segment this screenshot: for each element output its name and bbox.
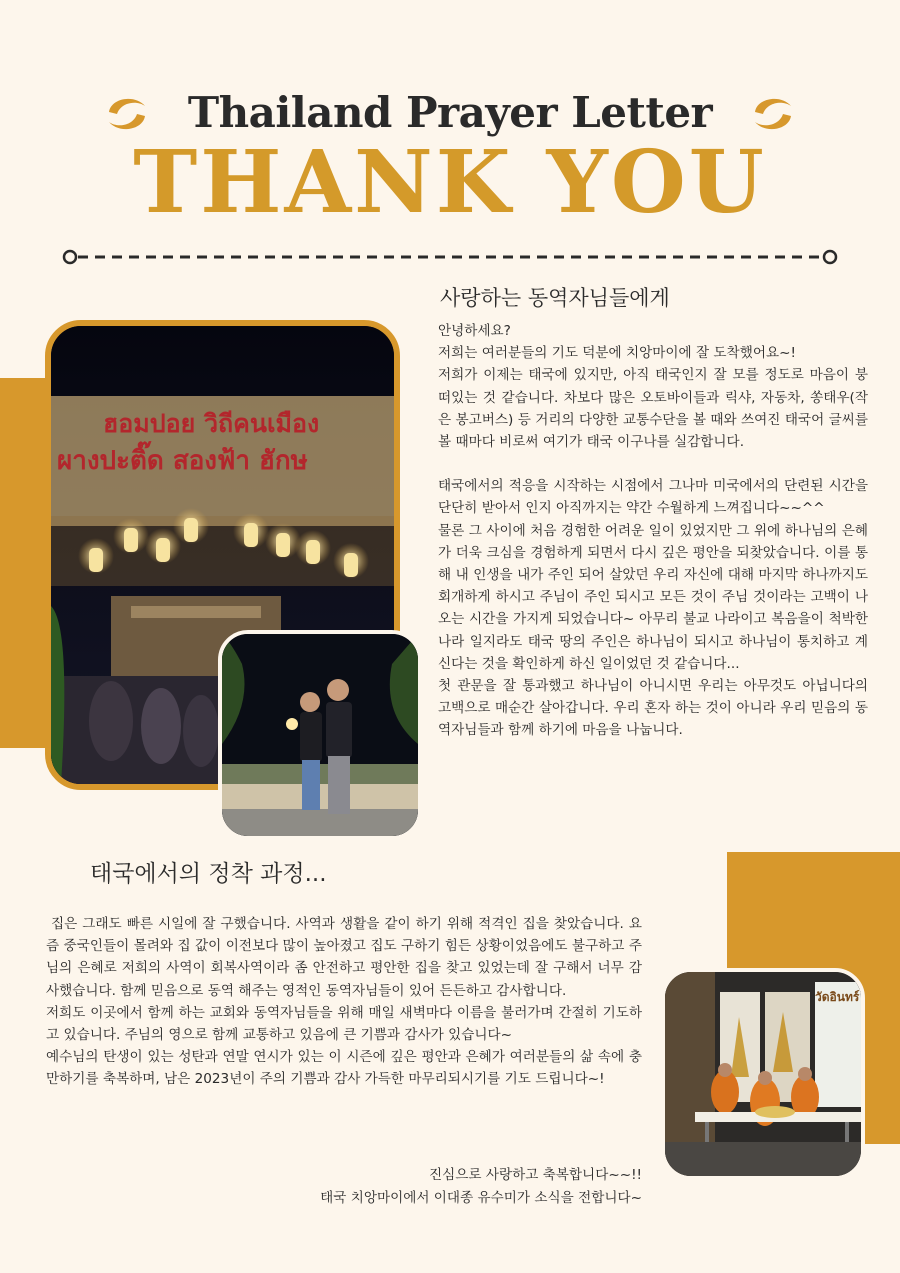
couple-photo: [218, 630, 422, 840]
paragraph: 안녕하세요?: [438, 323, 511, 339]
temple-monks-photo: [661, 968, 865, 1180]
paragraph: 집은 그래도 빠른 시일에 잘 구했습니다. 사역과 생활을 같이 하기 위해 적격인 집을 찾았습니다. 요즘 중국인들이 몰려와 집 값이 이전보다 많이 높아졌고 집도 구하기 힘든 상황이었음에도 불구하고 주님의 은혜로 저희의 사역이 회복사역이라 좀 안전하고 평안한 집을 찾고 있었는데 잘 구해서 너무 감사했습니다. 함께 믿음으로 동역 해주는 영적인 동역자님들이 있어 든든하고 감사합니다.: [46, 916, 642, 999]
section-heading-settling: 태국에서의 정착 과정...: [90, 861, 327, 887]
left-accent-bar: [0, 378, 48, 748]
letter-title: Thailand Prayer Letter: [187, 88, 713, 137]
section-heading-greeting: 사랑하는 동역자님들에게: [440, 286, 670, 310]
gate-sign-line2: ผางปะติ๊ด สองฟ้า ฮักษ: [57, 446, 308, 476]
dashed-divider: [60, 247, 840, 267]
thank-you-heading: THANK YOU: [133, 132, 767, 233]
closing-signature: 태국 치앙마이에서 이대종 유수미가 소식을 전합니다~: [320, 1190, 642, 1206]
paragraph: 첫 관문을 잘 통과했고 하나님이 아니시면 우리는 아무것도 아닙니다의 고백으로 매순간 살아갑니다. 우리 혼자 하는 것이 아니라 우리 믿음의 동역자님들과 함께 하기에 마음을 나눕니다.: [438, 678, 868, 739]
paragraph-spacer: [438, 453, 868, 475]
temple-banner-text: วัดอินทร์: [815, 990, 860, 1004]
paragraph: 저희가 이제는 태국에 있지만, 아직 태국인지 잘 모를 정도로 마음이 붕 떠있는 것 같습니다. 차보다 많은 오토바이들과 릭샤, 자동차, 쏭태우(작은 봉고버스) 등 거리의 다양한 교통수단을 볼 때와 쓰여진 태국어 글씨를 볼 때마다 비로써 여기가 태국 이구나를 실감합니다.: [438, 367, 868, 451]
closing-blessing: 진심으로 사랑하고 축복합니다~~!!: [428, 1167, 642, 1183]
paragraph: 저희도 이곳에서 함께 하는 교회와 동역자님들을 위해 매일 새벽마다 이름을 불러가며 간절히 기도하고 있습니다. 주님의 영으로 함께 교통하고 있음에 큰 기쁨과 감사가 있습니다~: [46, 1004, 642, 1044]
paragraph: 태국에서의 적응을 시작하는 시점에서 그나마 미국에서의 단련된 시간을 단단히 받아서 인지 아직까지는 약간 수월하게 느껴집니다~~^^: [438, 478, 868, 517]
greeting-letter-body: [438, 320, 868, 742]
paragraph: 물론 그 사이에 처음 경험한 어려운 일이 있었지만 그 위에 하나님의 은혜가 더욱 크심을 경험하게 되면서 다시 깊은 평안을 되찾았습니다. 이를 통해 내 인생을 내가 주인 되어 살았던 우리 자신에 대해 마지막 하나까지도 회개하게 하시고 주님이 주인 되시고 모든 것이 주님 것이라는 고백이 나오는 시간을 가지게 되었습니다~ 아무리 불교 나라이고 복음을이 척박한 나라 일지라도 태국 땅의 주인은 하나님이 되시고 하나님이 통치하고 계신다는 것을 확인하게 하신 일이었던 것 같습니다...: [438, 522, 868, 672]
paragraph: 예수님의 탄생이 있는 성탄과 연말 연시가 있는 이 시즌에 깊은 평안과 은혜가 여러분들의 삶 속에 충만하기를 축복하며, 남은 2023년이 주의 기쁨과 감사 가득한 마무리되시기를 기도 드립니다~!: [46, 1049, 642, 1088]
paragraph: 저희는 여러분들의 기도 덕분에 치앙마이에 잘 도착했어요~!: [438, 345, 796, 362]
gate-sign-line1: ฮอมปอย วิถีคนเมือง: [103, 409, 320, 438]
settling-letter-body: [46, 913, 642, 1091]
